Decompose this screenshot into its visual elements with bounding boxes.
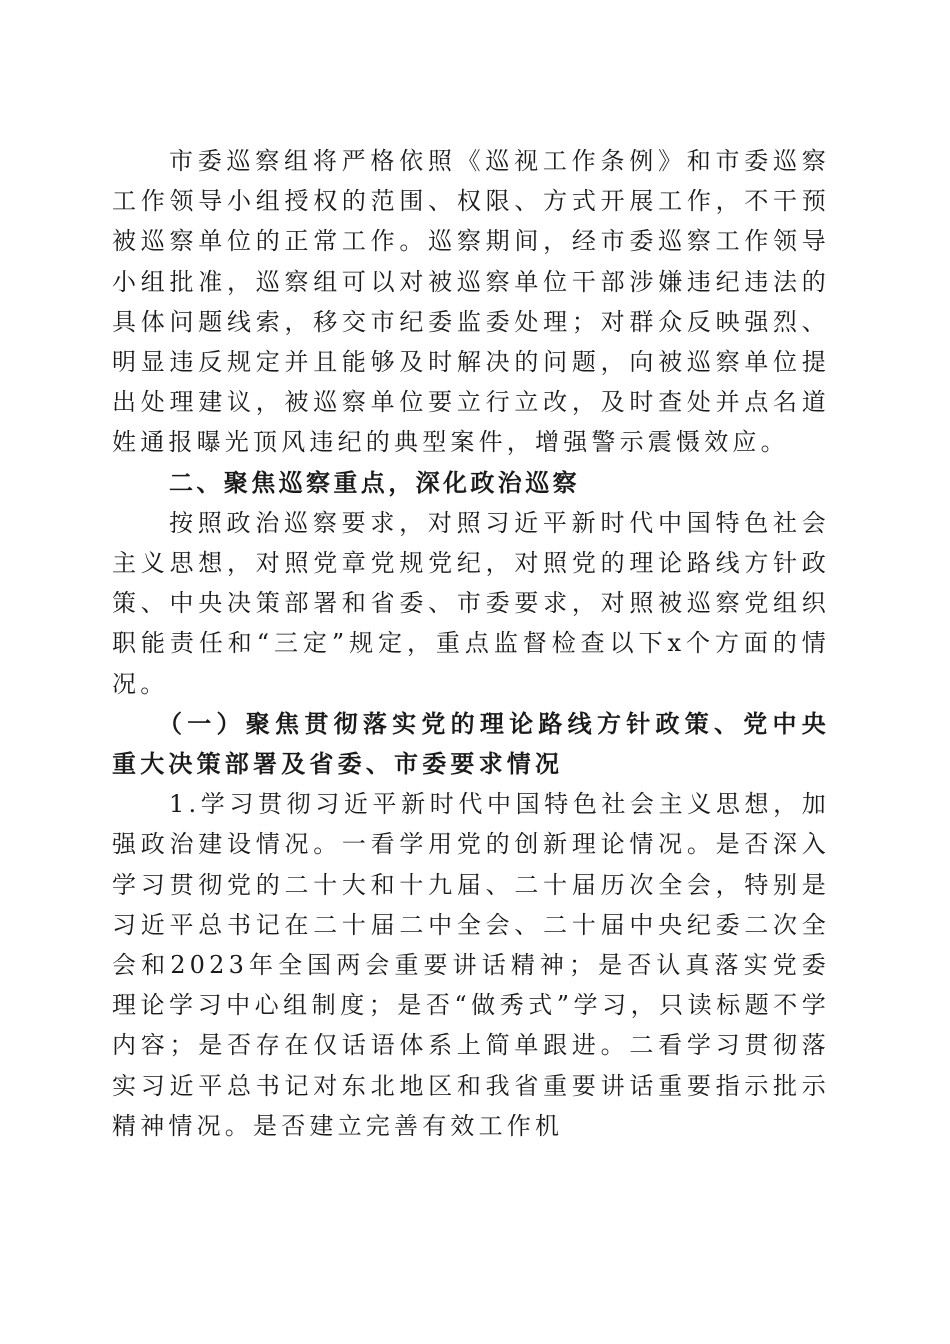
- paragraph-political-inspection: 按照政治巡察要求，对照习近平新时代中国特色社会主义思想，对照党章党规党纪，对照党的理论路线方针政策、中央决策部署和省委、市委要求，对照被巡察党组织职能责任和“三定”规定，重点监督检查以下x个方面的情况。: [112, 508, 830, 698]
- paragraph-inspection-authority: 市委巡察组将严格依照《巡视工作条例》和市委巡察工作领导小组授权的范围、权限、方式开展工作，不干预被巡察单位的正常工作。巡察期间，经市委巡察工作领导小组批准，巡察组可以对被巡察单位干部涉嫌违纪违法的具体问题线索，移交市纪委监委处理；对群众反映强烈、明显违反规定并且能够及时解决的问题，向被巡察单位提出处理建议，被巡察单位要立行立改，及时查处并点名道姓通报曝光顶风违纪的典型案件，增强警示震慑效应。: [112, 147, 830, 457]
- section-heading-2: 二、聚焦巡察重点，深化政治巡察: [169, 468, 580, 497]
- subsection-heading-1: （一）聚焦贯彻落实党的理论路线方针政策、党中央重大决策部署及省委、市委要求情况: [112, 708, 830, 779]
- paragraph-item-1: 1.学习贯彻习近平新时代中国特色社会主义思想，加强政治建设情况。一看学用党的创新理论情况。是否深入学习贯彻党的二十大和十九届、二十届历次全会，特别是习近平总书记在二十届二中全会、二十届中央纪委二次全会和2023年全国两会重要讲话精神；是否认真落实党委理论学习中心组制度；是否“做秀式”学习，只读标题不学内容；是否存在仅话语体系上简单跟进。二看学习贯彻落实习近平总书记对东北地区和我省重要讲话重要指示批示精神情况。是否建立完善有效工作机: [112, 790, 830, 1140]
- document-body: [112, 141, 830, 1146]
